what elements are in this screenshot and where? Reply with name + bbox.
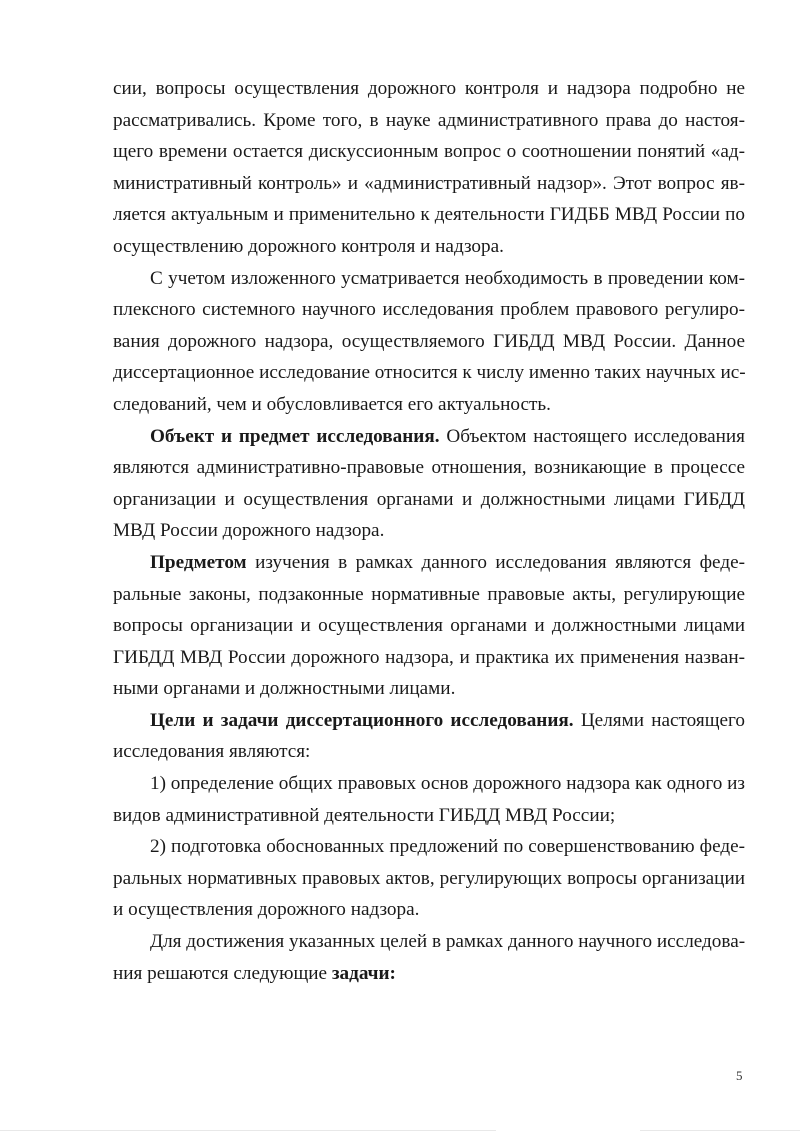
text-line: ГИБДД МВД России дорожного надзора, и практика их применения назван- xyxy=(113,646,745,668)
text-line: вания дорожного надзора, осуществляемого ГИБДД МВД России. Данное xyxy=(113,330,745,352)
text-line: Для достижения указанных целей в рамках данного научного исследова- xyxy=(150,931,746,953)
section-heading: Предметом xyxy=(150,551,247,573)
text-line xyxy=(113,421,745,453)
scan-artifact-line xyxy=(0,1130,800,1131)
paragraph-object xyxy=(113,421,745,547)
text-line: сии, вопросы осуществления дорожного контроля и надзора подробно не xyxy=(113,78,745,99)
page-number: 5 xyxy=(736,1068,743,1083)
text-line: 2) подготовка обоснованных предложений по совершенствованию феде- xyxy=(150,836,745,858)
text-line: плексного системного научного исследования проблем правового регулиро- xyxy=(113,299,745,321)
text-line: С учетом изложенного усматривается необходимость в проведении ком- xyxy=(150,267,745,289)
text-line xyxy=(113,547,745,579)
text-line: диссертационное исследование относится к числу именно таких научных ис- xyxy=(113,362,746,384)
text-line: 1) определение общих правовых основ дорожного надзора как одного из xyxy=(150,773,745,795)
list-item xyxy=(113,831,745,926)
text-line: ральные законы, подзаконные нормативные правовые акты, регулирующие xyxy=(113,583,745,605)
document-page xyxy=(113,73,745,989)
text-line xyxy=(113,958,745,990)
text-run: ния решаются следующие xyxy=(113,962,332,984)
text-line: министративный контроль» и «административный надзор». Этот вопрос яв- xyxy=(113,172,745,194)
paragraph-subject xyxy=(113,547,745,705)
paragraph xyxy=(113,263,745,421)
text-run: Объектом настоящего исследования xyxy=(439,425,746,447)
text-line: рассматривались. Кроме того, в науке административного права до настоя- xyxy=(113,109,745,131)
text-line: ными органами и должностными лицами. xyxy=(113,678,456,700)
text-line: вопросы организации и осуществления органами и должностными лицами xyxy=(113,615,745,637)
text-line: МВД России дорожного надзора. xyxy=(113,520,385,542)
text-line xyxy=(113,705,745,737)
list-item xyxy=(113,768,745,831)
paragraph-tasks xyxy=(113,926,745,989)
text-line: ляется актуальным и применительно к деятельности ГИДББ МВД России по xyxy=(113,204,745,226)
section-heading: Цели и задачи диссертационного исследования. xyxy=(150,709,574,731)
section-heading: Объект и предмет исследования. xyxy=(150,425,440,447)
text-line: исследования являются: xyxy=(113,741,311,763)
paragraph-goals xyxy=(113,705,745,768)
emphasis: задачи: xyxy=(331,962,396,984)
text-line: осуществлению дорожного контроля и надзора. xyxy=(113,235,504,257)
text-line: являются административно-правовые отношения, возникающие в процессе xyxy=(113,457,745,479)
text-line: организации и осуществления органами и должностными лицами ГИБДД xyxy=(113,488,745,510)
text-line: и осуществления дорожного надзора. xyxy=(113,899,420,921)
paragraph xyxy=(113,73,745,263)
text-run: Целями настоящего xyxy=(573,709,745,731)
text-line: щего времени остается дискуссионным вопрос о соотношении понятий «ад- xyxy=(113,141,745,163)
text-line: следований, чем и обусловливается его актуальность. xyxy=(113,393,551,415)
text-line: видов административной деятельности ГИБДД МВД России; xyxy=(113,804,616,826)
text-run: изучения в рамках данного исследования являются феде- xyxy=(246,551,745,573)
text-line: ральных нормативных правовых актов, регулирующих вопросы организации xyxy=(113,867,745,889)
